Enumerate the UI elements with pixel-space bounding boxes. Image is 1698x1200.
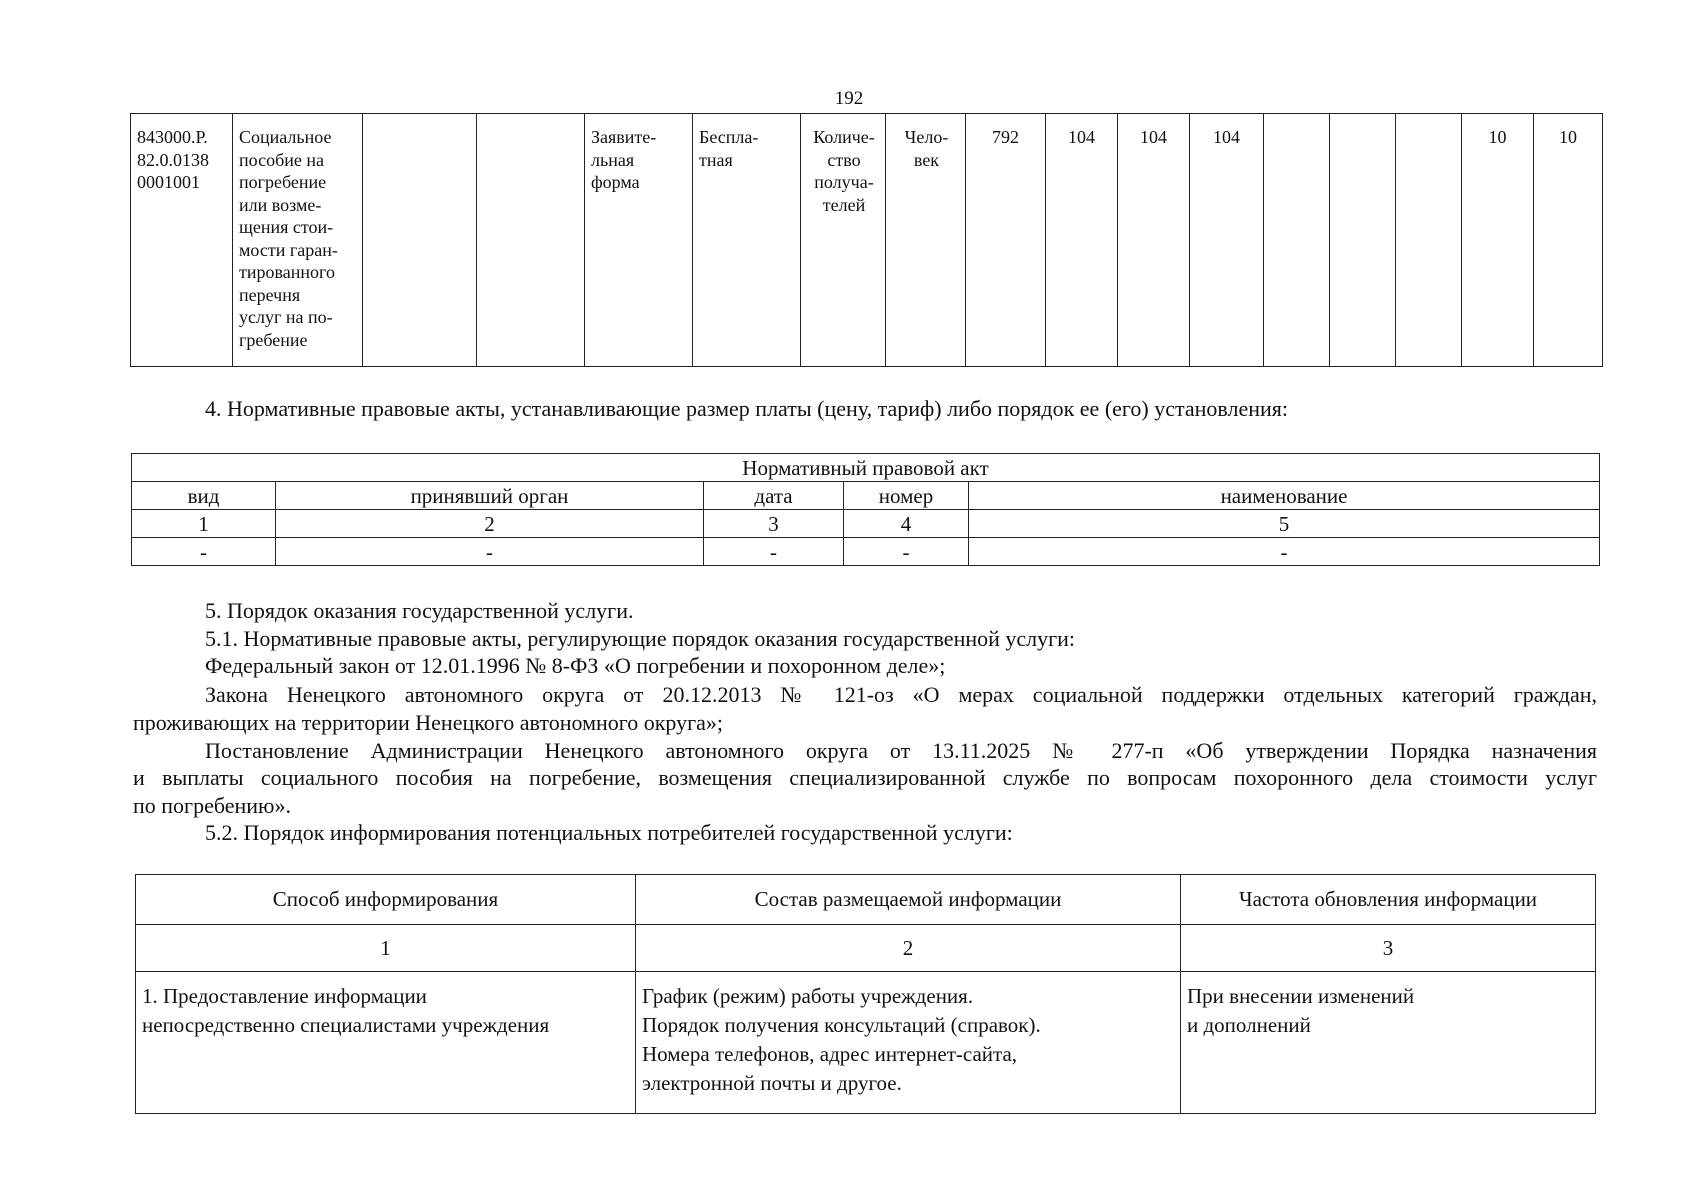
column-index: 1 — [132, 510, 276, 538]
column-header: вид — [132, 482, 276, 510]
section-4-heading: 4. Нормативные правовые акты, устанавливающие размер платы (цену, тариф) либо порядок ее (его) установления: — [205, 396, 1289, 421]
table-row — [131, 114, 1603, 367]
column-header: принявший орган — [276, 482, 704, 510]
informing-methods-table — [135, 874, 1596, 1114]
law-regional-line: Закона Ненецкого автономного округа от 20.12.2013 № 121-оз «О мерах социальной поддержки отдельных категорий граждан, — [205, 682, 1597, 707]
resolution-line: Постановление Администрации Ненецкого автономного округа от 13.11.2025 № 277-п «Об утверждении Порядка назначения — [205, 738, 1597, 763]
column-header: наименование — [969, 482, 1600, 510]
column-index: 1 — [136, 925, 636, 972]
resolution-line: по погребению». — [133, 793, 291, 818]
table-cell: - — [276, 538, 704, 566]
section-5-heading: 5. Порядок оказания государственной услуги. — [205, 598, 634, 623]
page-number: 192 — [834, 88, 864, 109]
resolution-line: и выплаты социального пособия на погребение, возмещения специализированной службе по вопросам похоронного дела стоимости услуг — [133, 765, 1597, 790]
frequency-cell: При внесении изменений и дополнений — [1181, 972, 1596, 1114]
payment-type-cell: Бесплa- тная — [693, 114, 801, 367]
column-index: 4 — [844, 510, 969, 538]
table-row — [132, 538, 1600, 566]
empty-cell — [363, 114, 477, 367]
empty-cell — [1264, 114, 1330, 367]
column-header: Частота обновления информации — [1181, 875, 1596, 925]
table-row — [136, 925, 1596, 972]
table-header-row — [136, 875, 1596, 925]
registry-code-cell: 843000.Р. 82.0.0138 0001001 — [131, 114, 233, 367]
table-row — [136, 972, 1596, 1114]
unit-cell: Чело- век — [886, 114, 966, 367]
method-cell: 1. Предоставление информации непосредственно специалистами учреждения — [136, 972, 636, 1114]
okei-code-cell: 792 — [966, 114, 1046, 367]
table-row — [132, 454, 1600, 482]
content-cell: График (режим) работы учреждения. Порядок получения консультаций (справок). Номера телефонов, адрес интернет-сайта, электронной почты и другое. — [636, 972, 1181, 1114]
column-header: Состав размещаемой информации — [636, 875, 1181, 925]
service-indicators-table — [130, 113, 1603, 367]
deviation-cell: 10 — [1462, 114, 1534, 367]
table-cell: - — [844, 538, 969, 566]
column-index: 2 — [276, 510, 704, 538]
empty-cell — [1330, 114, 1396, 367]
column-index: 5 — [969, 510, 1600, 538]
table-cell: - — [969, 538, 1600, 566]
section-5-1-heading: 5.1. Нормативные правовые акты, регулирующие порядок оказания государственной услуги: — [205, 626, 1076, 651]
law-regional-line: проживающих на территории Ненецкого автономного округа»; — [133, 710, 724, 735]
section-5-2-heading: 5.2. Порядок информирования потенциальных потребителей государственной услуги: — [205, 820, 1013, 845]
value-cell: 104 — [1118, 114, 1190, 367]
regulatory-acts-table — [131, 453, 1600, 566]
empty-cell — [477, 114, 585, 367]
law-federal: Федеральный закон от 12.01.1996 № 8-ФЗ «О погребении и похоронном деле»; — [205, 653, 946, 678]
table-title: Нормативный правовой акт — [132, 454, 1600, 482]
deviation-cell: 10 — [1534, 114, 1603, 367]
table-cell: - — [132, 538, 276, 566]
value-cell: 104 — [1046, 114, 1118, 367]
column-index: 3 — [704, 510, 844, 538]
table-cell: - — [704, 538, 844, 566]
table-header-row — [132, 482, 1600, 510]
empty-cell — [1396, 114, 1462, 367]
service-name-cell: Социальное пособие на погребение или возме- щения стои- мости гаран- тированного перечня услуг на по- гребение — [233, 114, 363, 367]
indicator-name-cell: Количе- ство получа- телей — [801, 114, 886, 367]
column-header: номер — [844, 482, 969, 510]
service-form-cell: Заявите- льная форма — [585, 114, 693, 367]
column-index: 3 — [1181, 925, 1596, 972]
column-index: 2 — [636, 925, 1181, 972]
column-header: Способ информирования — [136, 875, 636, 925]
table-row — [132, 510, 1600, 538]
value-cell: 104 — [1190, 114, 1264, 367]
column-header: дата — [704, 482, 844, 510]
